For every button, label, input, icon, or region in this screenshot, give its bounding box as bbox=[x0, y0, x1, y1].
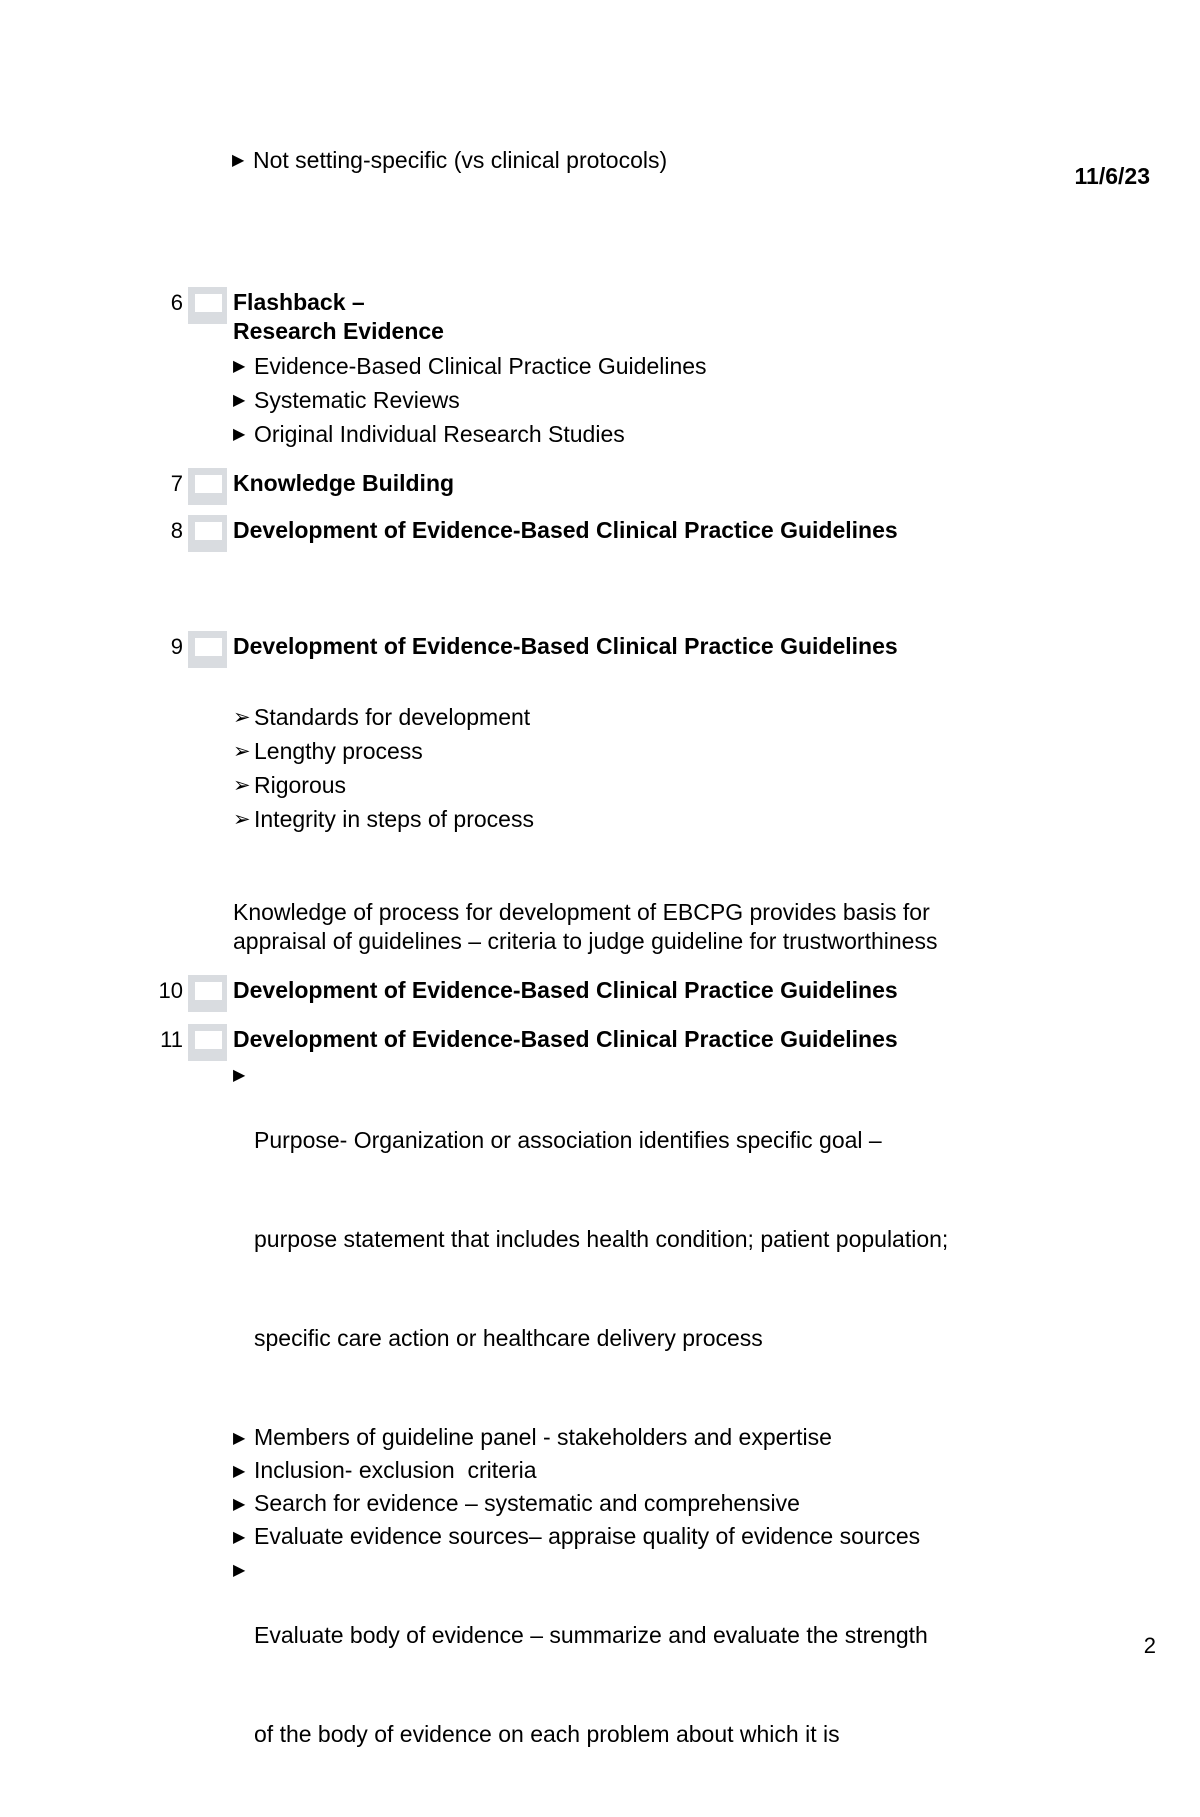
section-body bbox=[233, 1025, 1073, 1817]
bullet-text bbox=[254, 383, 1073, 417]
slide-number: 10 bbox=[158, 978, 183, 1003]
slide-number: 8 bbox=[170, 518, 183, 543]
notes-page bbox=[0, 143, 1200, 1747]
slide-title-line: Development of Evidence-Based Clinical Practice Guidelines bbox=[233, 517, 898, 543]
bullet-line: purpose statement that includes health condition; patient population; bbox=[254, 1226, 949, 1252]
bullet-item bbox=[233, 349, 1073, 383]
slide-thumbnail-inner bbox=[195, 522, 222, 540]
bullet-line: Search for evidence – systematic and comprehensive bbox=[254, 1490, 800, 1516]
slide-number: 6 bbox=[170, 290, 183, 315]
slide-title-line: Knowledge Building bbox=[233, 470, 455, 496]
bullet-line: Rigorous bbox=[254, 772, 347, 798]
slide-number: 11 bbox=[160, 1027, 183, 1052]
arrow-bullet-icon: ➢ bbox=[233, 807, 251, 831]
bullet-line: Evidence-Based Clinical Practice Guidelines bbox=[254, 353, 707, 379]
bullet-text bbox=[254, 1553, 1073, 1817]
section-body bbox=[233, 288, 1073, 451]
bullet-line: of the body of evidence on each problem about which it is bbox=[254, 1721, 840, 1747]
slide-thumbnail bbox=[188, 1024, 227, 1061]
slide-title bbox=[233, 1025, 1073, 1054]
bullet-item bbox=[233, 1553, 1073, 1817]
bullet-line: Lengthy process bbox=[254, 738, 423, 764]
triangle-bullet-icon: ▶ bbox=[233, 1065, 246, 1084]
slide-title bbox=[233, 632, 1073, 661]
bullet-text bbox=[254, 1421, 1073, 1454]
arrow-bullet-icon: ➢ bbox=[233, 773, 251, 797]
bullet-item bbox=[233, 1487, 1073, 1520]
bullet-text bbox=[254, 417, 1073, 451]
slide-thumbnail-inner bbox=[195, 982, 222, 1000]
slide-number: 7 bbox=[170, 471, 183, 496]
triangle-bullet-icon: ▶ bbox=[233, 356, 246, 375]
slide-thumbnail-inner bbox=[195, 294, 222, 312]
bullet-item bbox=[232, 143, 1200, 177]
bullet-line: Integrity in steps of process bbox=[254, 806, 534, 832]
bullet-line: Members of guideline panel - stakeholders and expertise bbox=[254, 1424, 832, 1450]
bullet-list bbox=[233, 349, 1073, 451]
triangle-bullet-icon: ▶ bbox=[233, 1527, 246, 1546]
bullet-line: Original Individual Research Studies bbox=[254, 421, 625, 447]
bullet-line: specific care action or healthcare delivery process bbox=[254, 1325, 763, 1351]
bullet-item bbox=[233, 1454, 1073, 1487]
slide-thumbnail-inner bbox=[195, 1031, 222, 1049]
bullet-line: Inclusion- exclusion criteria bbox=[254, 1457, 537, 1483]
bullet-list bbox=[233, 1058, 1073, 1817]
section-body bbox=[233, 516, 1073, 545]
slide-title-line: Research Evidence bbox=[233, 318, 444, 344]
bullet-line: Purpose- Organization or association identifies specific goal – bbox=[254, 1127, 882, 1153]
bullet-line: Systematic Reviews bbox=[254, 387, 460, 413]
slide-title-line: Development of Evidence-Based Clinical Practice Guidelines bbox=[233, 633, 898, 659]
triangle-bullet-icon: ▶ bbox=[233, 424, 246, 443]
slide-thumbnail bbox=[188, 468, 227, 505]
intro-bullet-block bbox=[232, 143, 1200, 177]
bullet-list bbox=[233, 700, 1073, 836]
triangle-bullet-icon: ▶ bbox=[233, 390, 246, 409]
bullet-text bbox=[254, 1520, 1073, 1553]
slide-thumbnail-inner bbox=[195, 638, 222, 656]
arrow-bullet-icon: ➢ bbox=[233, 705, 251, 729]
bullet-item bbox=[233, 768, 1073, 802]
slide-title bbox=[233, 976, 1073, 1005]
notes-paragraph bbox=[233, 898, 1073, 956]
slide-thumbnail bbox=[188, 975, 227, 1012]
bullet-text bbox=[254, 1058, 1073, 1421]
outline-section-9 bbox=[0, 632, 1200, 956]
slide-thumbnail bbox=[188, 631, 227, 668]
triangle-bullet-icon: ▶ bbox=[233, 1461, 246, 1480]
bullet-item bbox=[233, 734, 1073, 768]
bullet-text bbox=[254, 700, 1073, 734]
slide-title-line: Development of Evidence-Based Clinical Practice Guidelines bbox=[233, 1026, 898, 1052]
arrow-bullet-icon: ➢ bbox=[233, 739, 251, 763]
bullet-text bbox=[254, 768, 1073, 802]
bullet-text bbox=[254, 802, 1073, 836]
bullet-line: Evaluate body of evidence – summarize and evaluate the strength bbox=[254, 1622, 928, 1648]
section-body bbox=[233, 632, 1073, 956]
section-body bbox=[233, 469, 1073, 498]
slide-thumbnail-inner bbox=[195, 475, 222, 493]
bullet-item bbox=[233, 417, 1073, 451]
paragraph-line: appraisal of guidelines – criteria to judge guideline for trustworthiness bbox=[233, 928, 938, 954]
slide-title-line: Development of Evidence-Based Clinical Practice Guidelines bbox=[233, 977, 898, 1003]
section-body bbox=[233, 976, 1073, 1005]
page-number: 2 bbox=[1143, 1633, 1156, 1658]
slide-number: 9 bbox=[170, 634, 183, 659]
slide-thumbnail bbox=[188, 515, 227, 552]
slide-thumbnail bbox=[188, 287, 227, 324]
bullet-item bbox=[233, 1421, 1073, 1454]
bullet-item bbox=[233, 700, 1073, 734]
bullet-text bbox=[254, 1487, 1073, 1520]
bullet-text: Not setting-specific (vs clinical protocols) bbox=[253, 147, 668, 173]
bullet-text bbox=[254, 1454, 1073, 1487]
slide-title bbox=[233, 288, 1073, 346]
bullet-line: Standards for development bbox=[254, 704, 531, 730]
slide-title bbox=[233, 469, 1073, 498]
outline-section-6 bbox=[0, 288, 1200, 451]
outline-section-10 bbox=[0, 976, 1200, 1012]
slide-title-line: Flashback – bbox=[233, 289, 365, 315]
paragraph-line: Knowledge of process for development of EBCPG provides basis for bbox=[233, 899, 930, 925]
outline-section-11 bbox=[0, 1025, 1200, 1817]
bullet-text bbox=[254, 734, 1073, 768]
page-date: 11/6/23 bbox=[1074, 163, 1150, 189]
slide-title bbox=[233, 516, 1073, 545]
triangle-bullet-icon: ▶ bbox=[233, 1560, 246, 1579]
bullet-item bbox=[233, 1058, 1073, 1421]
bullet-item bbox=[233, 802, 1073, 836]
bullet-item bbox=[233, 1520, 1073, 1553]
triangle-bullet-icon: ▶ bbox=[233, 1428, 246, 1447]
bullet-text bbox=[254, 349, 1073, 383]
outline-section-7 bbox=[0, 469, 1200, 505]
triangle-bullet-icon: ▶ bbox=[233, 1494, 246, 1513]
bullet-item bbox=[233, 383, 1073, 417]
outline-section-8 bbox=[0, 516, 1200, 552]
bullet-line: Evaluate evidence sources– appraise quality of evidence sources bbox=[254, 1523, 921, 1549]
triangle-bullet-icon: ▶ bbox=[232, 150, 245, 169]
